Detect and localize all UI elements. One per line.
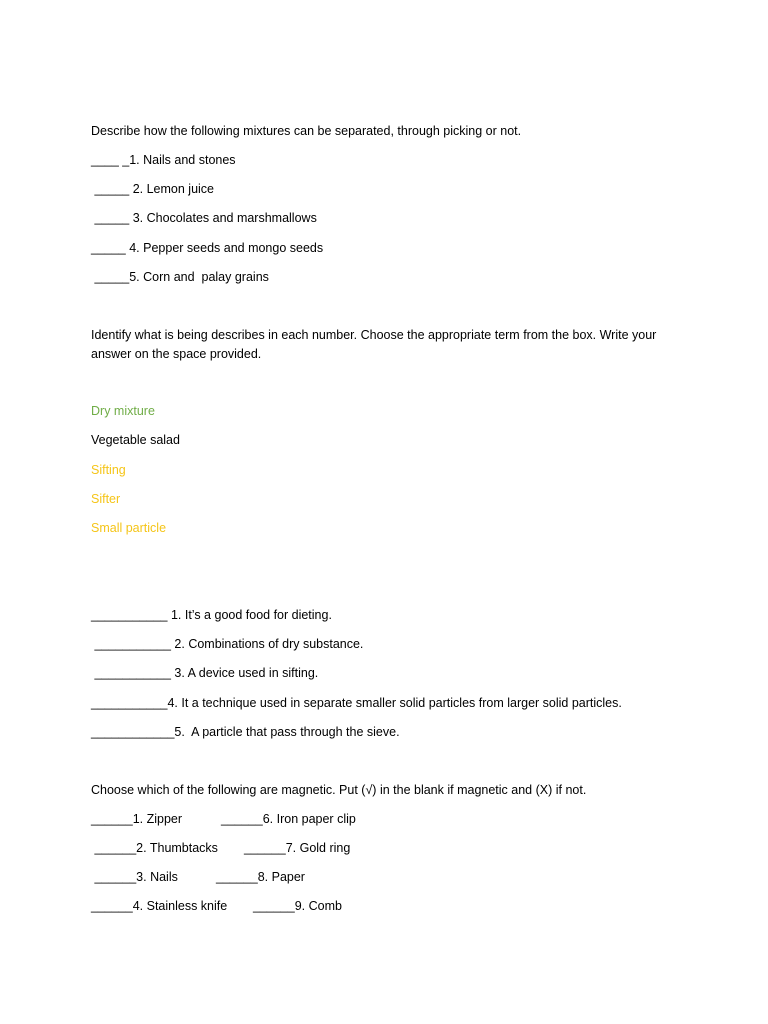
section3-item-7: ______7. Gold ring <box>244 841 351 855</box>
section1-instruction: Describe how the following mixtures can be separated, through picking or not. <box>91 124 522 138</box>
section3-item-2: ______2. Thumbtacks <box>91 841 218 855</box>
section3-item-8: ______8. Paper <box>216 870 305 884</box>
section2-item-2: ___________ 2. Combinations of dry substance. <box>91 637 364 651</box>
term-dry-mixture: Dry mixture <box>91 404 155 418</box>
section1-item-5: _____5. Corn and palay grains <box>91 270 269 284</box>
term-sifter: Sifter <box>91 492 121 506</box>
section1-item-2: _____ 2. Lemon juice <box>91 182 215 196</box>
section3-item-9: ______9. Comb <box>253 899 342 913</box>
section3-item-3: ______3. Nails <box>91 870 178 884</box>
section3-instruction: Choose which of the following are magnetic. Put (√) in the blank if magnetic and (X) if not. <box>91 783 587 797</box>
section3-item-4: ______4. Stainless knife <box>91 899 228 913</box>
section1-item-4: _____ 4. Pepper seeds and mongo seeds <box>91 241 324 255</box>
section2-item-4: ___________4. It a technique used in separate smaller solid particles from larger solid particles. <box>91 696 622 710</box>
term-sifting: Sifting <box>91 463 126 477</box>
section2-instruction-line2: answer on the space provided. <box>91 347 262 361</box>
section3-item-1: ______1. Zipper <box>91 812 183 826</box>
section3-item-6: ______6. Iron paper clip <box>221 812 356 826</box>
term-small-particle: Small particle <box>91 521 167 535</box>
section2-item-3: ___________ 3. A device used in sifting. <box>91 666 319 680</box>
section1-item-1: ____ _1. Nails and stones <box>91 153 236 167</box>
section2-item-1: ___________ 1. It’s a good food for dieting. <box>91 608 332 622</box>
section1-item-3: _____ 3. Chocolates and marshmallows <box>91 211 317 225</box>
section2-item-5: ____________5. A particle that pass through the sieve. <box>91 725 400 739</box>
section2-instruction-line1: Identify what is being describes in each number. Choose the appropriate term from the box. Write your <box>91 328 657 342</box>
term-vegetable-salad: Vegetable salad <box>91 433 180 447</box>
